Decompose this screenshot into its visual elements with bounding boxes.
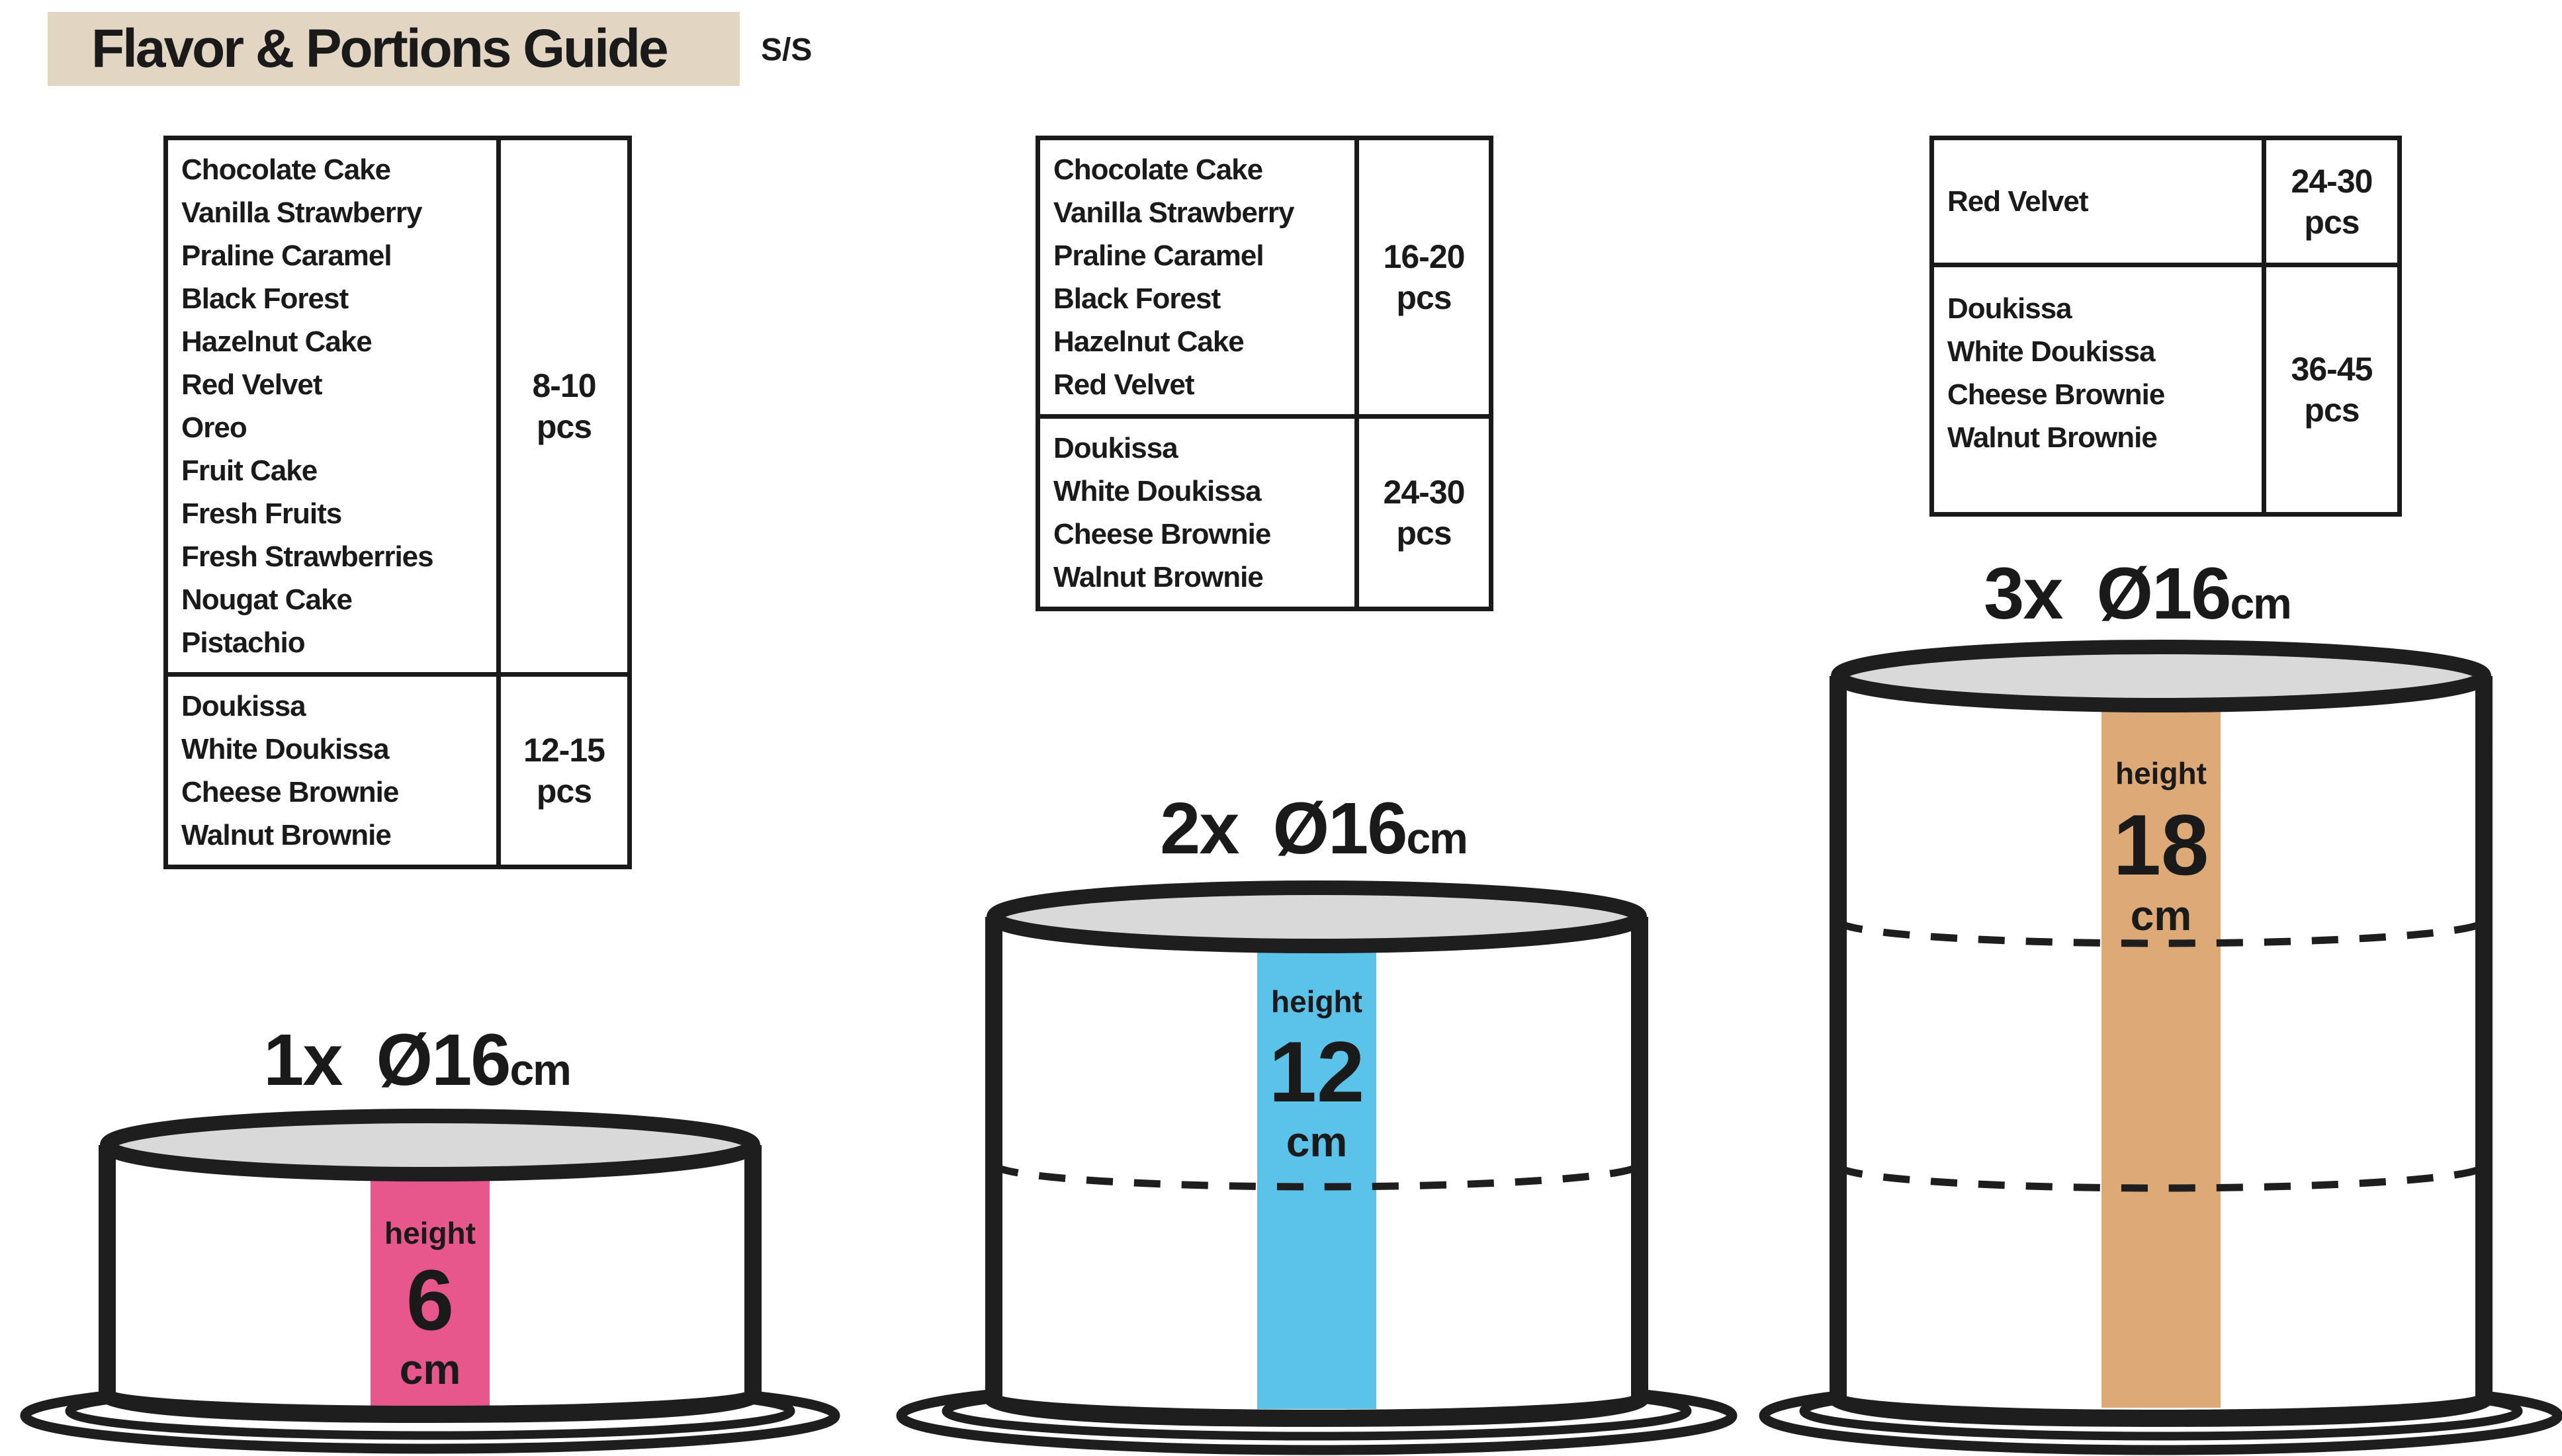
height-unit: cm (2130, 892, 2192, 939)
height-label: height (384, 1216, 476, 1250)
cake-size-label: 1x Ø16cm (263, 1019, 570, 1101)
table-row (1040, 414, 1489, 607)
flavor-line: Walnut Brownie (1947, 421, 2157, 454)
flavor-line: Fresh Fruits (181, 497, 342, 530)
portion-cell (2262, 267, 2397, 512)
height-value: 12 (1268, 1023, 1365, 1120)
portion-unit: pcs (1396, 515, 1452, 552)
flavor-list (168, 677, 496, 865)
portion-unit: pcs (1396, 279, 1452, 316)
flavor-line: Chocolate Cake (1053, 153, 1263, 186)
cake-size-label: 3x Ø16cm (1984, 553, 2291, 634)
cake-size-label: 2x Ø16cm (1160, 788, 1467, 869)
portions-table-1x (163, 136, 632, 869)
flavor-line: Nougat Cake (181, 583, 352, 616)
portion-unit: pcs (536, 408, 592, 445)
flavor-line: Doukissa (1947, 292, 2072, 325)
height-unit: cm (1286, 1118, 1348, 1166)
cake-top (994, 888, 1640, 946)
flavor-line: Fruit Cake (181, 454, 318, 487)
flavor-line: Black Forest (181, 282, 349, 315)
flavor-line: Walnut Brownie (181, 819, 391, 851)
portions-table-3x (1929, 136, 2402, 517)
height-unit: cm (399, 1346, 461, 1393)
cake-diagram-3x (1720, 536, 2562, 1456)
flavor-line: Vanilla Strawberry (1053, 196, 1294, 229)
portion-count: 24-30 (1383, 474, 1465, 511)
flavor-list (1934, 140, 2262, 263)
flavor-list (1040, 140, 1354, 414)
flavor-list (1934, 267, 2262, 512)
cake-top (1838, 647, 2484, 705)
flavor-line: Hazelnut Cake (1053, 325, 1244, 358)
portion-count: 36-45 (2291, 351, 2373, 388)
flavor-list (168, 140, 496, 672)
cake-diagram-1x (13, 992, 867, 1456)
flavor-line: Pistachio (181, 626, 305, 659)
portion-cell (496, 140, 627, 672)
flavor-line: Fresh Strawberries (181, 540, 433, 573)
flavor-line: Doukissa (1053, 432, 1178, 464)
flavor-line: Oreo (181, 411, 247, 444)
table-row (1040, 140, 1489, 414)
portion-count: 12-15 (523, 732, 605, 769)
flavor-list (1040, 419, 1354, 607)
portion-count: 16-20 (1383, 238, 1465, 275)
table-row (168, 140, 627, 672)
portion-cell (2262, 140, 2397, 263)
height-value: 18 (2113, 796, 2209, 893)
flavor-line: Chocolate Cake (181, 153, 391, 186)
flavor-line: Walnut Brownie (1053, 561, 1263, 593)
flavor-line: Vanilla Strawberry (181, 196, 422, 229)
portion-unit: pcs (2304, 203, 2360, 241)
portion-unit: pcs (2304, 392, 2360, 429)
cake-top (107, 1116, 753, 1174)
portion-cell (1354, 419, 1489, 607)
portion-count: 8-10 (532, 367, 596, 404)
flavor-line: Hazelnut Cake (181, 325, 372, 358)
height-label: height (2115, 756, 2207, 791)
flavor-line: White Doukissa (1947, 335, 2155, 368)
flavor-line: Doukissa (181, 690, 306, 722)
height-value: 6 (406, 1252, 455, 1348)
cake-diagram-2x (880, 774, 1753, 1456)
flavor-line: Red Velvet (1053, 368, 1194, 401)
portions-table-2x (1036, 136, 1493, 611)
portion-cell (496, 677, 627, 865)
height-label: height (1271, 984, 1362, 1019)
flavor-line: Cheese Brownie (1053, 518, 1271, 550)
table-row (1934, 140, 2397, 263)
table-row (168, 672, 627, 865)
flavor-line: White Doukissa (1053, 475, 1261, 507)
season-label: S/S (761, 32, 813, 67)
flavor-line: Red Velvet (1947, 185, 2088, 218)
flavor-line: White Doukissa (181, 733, 389, 765)
flavor-line: Praline Caramel (181, 239, 392, 272)
flavor-line: Cheese Brownie (181, 776, 399, 808)
flavor-line: Red Velvet (181, 368, 322, 401)
title-bar (48, 12, 740, 86)
portion-count: 24-30 (2291, 162, 2373, 200)
flavor-line: Praline Caramel (1053, 239, 1264, 272)
flavor-line: Cheese Brownie (1947, 378, 2165, 411)
flavor-line: Black Forest (1053, 282, 1221, 315)
portion-unit: pcs (536, 773, 592, 810)
page-title: Flavor & Portions Guide (91, 19, 667, 79)
portion-cell (1354, 140, 1489, 414)
table-row (1934, 263, 2397, 512)
